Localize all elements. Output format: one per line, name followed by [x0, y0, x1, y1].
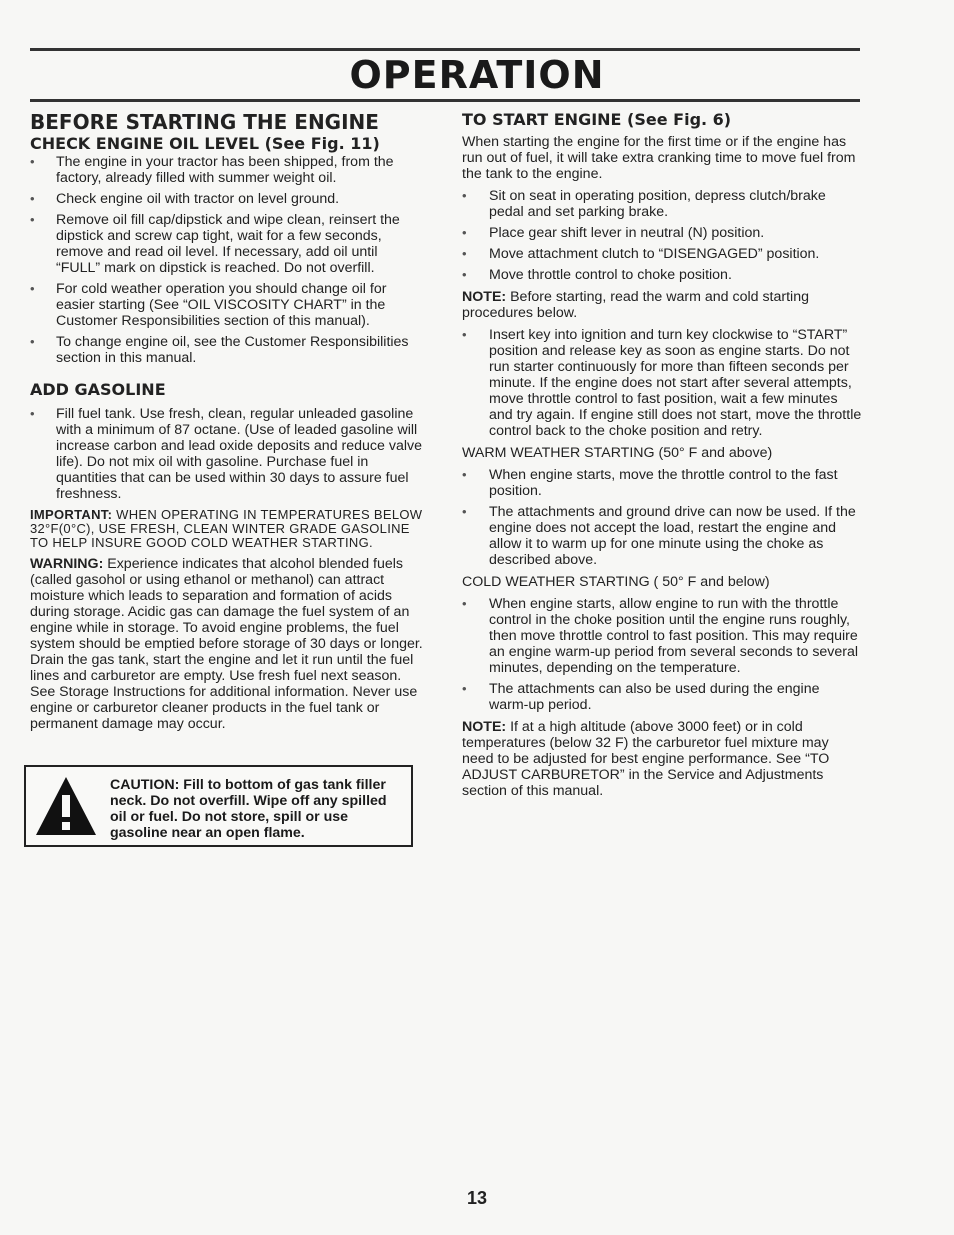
page-number: 13 [466, 1188, 488, 1208]
important-text: WHEN OPERATING IN TEMPERATURES BELOW 32°F(0°C), USE FRESH, CLEAN WINTER GRADE GASOLINE TO HELP INSURE GOOD COLD WEATHER STARTING. [30, 507, 423, 550]
bullet-icon: • [462, 681, 467, 696]
bullet-icon: • [462, 246, 467, 261]
list-item: • Move throttle control to choke position. [462, 267, 732, 283]
bullet-icon: • [462, 225, 467, 240]
bullet-icon: • [30, 154, 35, 169]
bullet-icon: • [462, 504, 467, 519]
caution-text: CAUTION: Fill to bottom of gas tank filler neck. Do not overfill. Wipe off any spilled oil or fuel. Do not store, spill or use gasoline near an open flame. [110, 777, 387, 841]
bullet-icon: • [30, 191, 35, 206]
left-column [30, 110, 425, 738]
bullet-icon: • [30, 334, 35, 349]
warning-text: Experience indicates that alcohol blended fuels (called gasohol or using ethanol or methanol) can attract moisture which leads to separation and formation of acids during storage. Acidic gas can damage the fuel system of an engine while in storage. To avoid engine problems, the fuel system should be emptied before storage of 30 days or longer. Drain the gas tank, start the engine and let it run until the fuel lines and carburetor are empty. Use fresh fuel next season. See Storage Instructions for additional information. Never use engine or carburetor cleaner products in the fuel tank or permanent damage may occur. [30, 556, 423, 732]
before-starting-heading: BEFORE STARTING THE ENGINE [30, 110, 379, 134]
bullet-icon: • [462, 596, 467, 611]
title-rule [30, 99, 860, 102]
list-item: • To change engine oil, see the Customer Responsibilities section in this manual. [30, 334, 409, 366]
bullet-icon: • [30, 406, 35, 421]
caution-box [24, 765, 413, 847]
list-item: • For cold weather operation you should change oil for easier starting (See “OIL VISCOSITY CHART” in the Customer Responsibilities section of this manual). [30, 281, 387, 329]
add-gasoline-heading: ADD GASOLINE [30, 380, 166, 399]
bullet-icon: • [462, 267, 467, 282]
page-title: OPERATION [349, 53, 605, 97]
note-label: NOTE: [462, 719, 507, 735]
important-note [30, 508, 425, 550]
bullet-icon: • [462, 188, 467, 203]
list-item: • Check engine oil with tractor on level ground. [30, 191, 340, 207]
important-label: IMPORTANT: [30, 507, 113, 522]
warm-weather-heading: WARM WEATHER STARTING (50° F and above) [462, 445, 773, 461]
warm-weather-list [462, 467, 862, 568]
start-steps-list [462, 188, 862, 283]
list-item: • Move attachment clutch to “DISENGAGED” position. [462, 246, 820, 262]
list-item: • The attachments can also be used during the engine warm-up period. [462, 681, 820, 713]
list-item: • Insert key into ignition and turn key clockwise to “START” position and release key as soon as engine starts. Do not run starter continuously for more than fifteen seconds per minute. If the engine does not start after several attempts, move throttle control to fast position, wait a few minutes and try again. If engine still does not start, move the throttle control back to the choke position and retry. [462, 327, 862, 439]
bullet-icon: • [30, 281, 35, 296]
start-intro: When starting the engine for the first time or if the engine has run out of fuel, it will take extra cranking time to move fuel from the tank to the engine. [462, 134, 856, 182]
insert-key-list [462, 327, 862, 439]
list-item: • When engine starts, move the throttle control to the fast position. [462, 467, 838, 499]
list-item: • The engine in your tractor has been shipped, from the factory, already filled with summer weight oil. [30, 154, 394, 186]
bullet-icon: • [462, 327, 467, 342]
warning-label: WARNING: [30, 556, 104, 572]
list-item: • When engine starts, allow engine to run with the throttle control in the choke position until the engine runs roughly, then move throttle control to fast position. This may require an engine warm-up period from several seconds to several minutes, depending on the temperature. [462, 596, 859, 676]
list-item: • Fill fuel tank. Use fresh, clean, regular unleaded gasoline with a minimum of 87 octane. (Use of leaded gasoline will increase carbon and lead oxide deposits and reduce valve life). Do not mix oil with gasoline. Purchase fuel in quantities that can be used within 30 days to assure fuel freshness. [30, 406, 422, 502]
warning-triangle-icon [34, 775, 98, 839]
start-engine-heading: TO START ENGINE (See Fig. 6) [462, 110, 732, 129]
list-item: • Sit on seat in operating position, depress clutch/brake pedal and set parking brake. [462, 188, 826, 220]
bullet-icon: • [30, 212, 35, 227]
oil-list [30, 154, 425, 366]
list-item: • Remove oil fill cap/dipstick and wipe clean, reinsert the dipstick and screw cap tight, wait for a few seconds, remove and read oil level. If necessary, add oil until “FULL” mark on dipstick is reached. Do not overfill. [30, 212, 400, 276]
bullet-icon: • [462, 467, 467, 482]
note-altitude: NOTE: If at a high altitude (above 3000 feet) or in cold temperatures (below 32 F) the carburetor fuel mixture may need to be adjusted for best engine performance. See “TO ADJUST CARBURETOR” in the Service and Adjustments section of this manual. [462, 719, 830, 799]
list-item: • Place gear shift lever in neutral (N) position. [462, 225, 765, 241]
note-label: NOTE: [462, 289, 507, 305]
gasoline-list [30, 406, 425, 502]
right-column [462, 110, 862, 805]
cold-weather-list [462, 596, 862, 713]
list-item: • The attachments and ground drive can now be used. If the engine does not accept the load, restart the engine and allow it to warm up for one minute using the choke as described above. [462, 504, 856, 568]
top-rule [30, 48, 860, 51]
cold-weather-heading: COLD WEATHER STARTING ( 50° F and below) [462, 574, 770, 590]
note-before-starting: NOTE: Before starting, read the warm and cold starting procedures below. [462, 289, 809, 321]
check-oil-heading: CHECK ENGINE OIL LEVEL (See Fig. 11) [30, 134, 380, 153]
warning-note [30, 556, 425, 732]
